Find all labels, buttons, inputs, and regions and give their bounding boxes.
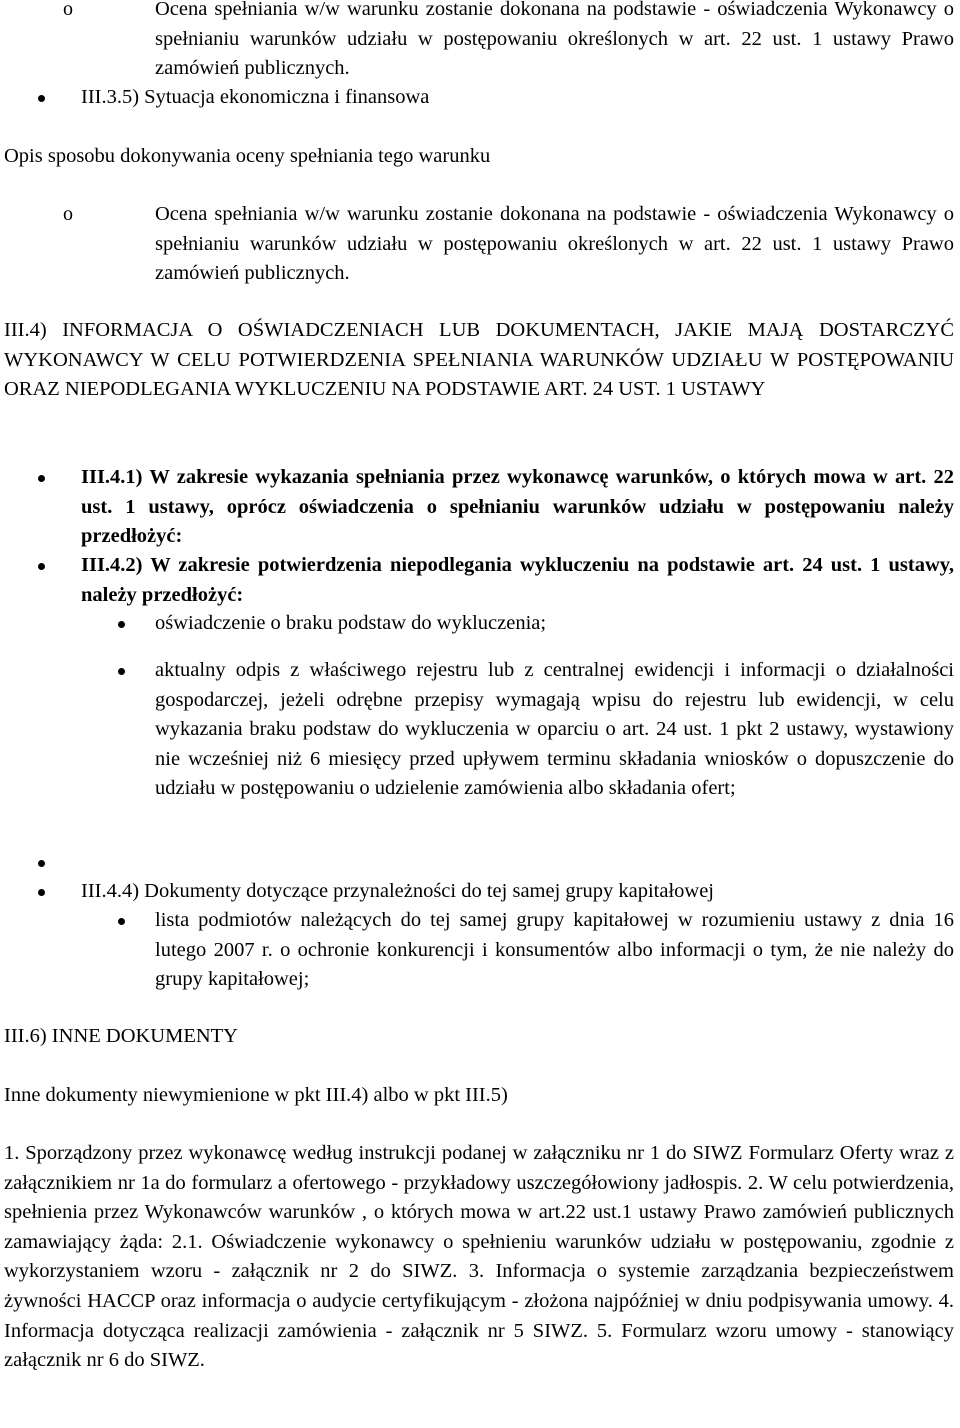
subheading-evaluation-method: Opis sposobu dokonywania oceny spełniania tego warunku <box>4 145 491 167</box>
paragraph-other-documents-intro: Inne dokumenty niewymienione w pkt III.4) albo w pkt III.5) <box>4 1084 508 1106</box>
list-item-capital-group-list: lista podmiotów należących do tej samej grupy kapitałowej w rozumieniu ustawy z dnia 16 lutego 2007 r. o ochronie konkurencji i konsumentów albo informacji o tym, że nie należy do grupy kapitałowej; <box>155 909 954 991</box>
list-bullet <box>38 551 45 581</box>
list-item-registry-extract: aktualny odpis z właściwego rejestru lub z centralnej ewidencji i informacji o działalności gospodarczej, jeżeli odrębne przepisy wymagają wpisu do rejestru lub ewidencji, w celu wykazania braku podstaw do wykluczenia w oparciu o art. 24 ust. 1 pkt 2 ustawy, wystawiony nie wcześniej niż 6 miesięcy przed upływem terminu składania wniosków o dopuszczenie do udziału w postępowaniu o udzielenie zamówienia albo składania ofert; <box>155 659 954 800</box>
list-item-statement: oświadczenie o braku podstaw do wykluczenia; <box>155 612 547 634</box>
paragraph-eval-condition: Ocena spełniania w/w warunku zostanie dokonana na podstawie - oświadczenia Wykonawcy o spełnianiu warunków udziału w postępowaniu określonych w art. 22 ust. 1 ustawy Prawo zamówień publicznych. <box>155 203 954 285</box>
list-bullet <box>38 83 45 113</box>
paragraph-other-documents-list: 1. Sporządzony przez wykonawcę według instrukcji podanej w załączniku nr 1 do SIWZ Formularz Oferty wraz z załącznikiem nr 1a do formularz a ofertowego - przykładowy uszczegółowiony jadłospis. 2. W celu potwierdzenia, spełnienia przez Wykonawców warunków , o których mowa w art.22 ust.1 ustawy Prawo zamówień publicznych zamawiający żąda: 2.1. Oświadczenie wykonawcy o spełnieniu warunków udziału w postępowaniu, zgodnie z wykorzystaniem wzoru - załącznik nr 2 do SIWZ. 3. Informacja o systemie zarządzania bezpieczeństwem żywności HACCP oraz informacja o audycie certyfikującym - złożona najpóźniej w dniu podpisywania umowy. 4. Informacja dotycząca realizacji zamówienia - załącznik nr 5 SIWZ. 5. Formularz wzoru umowy - stanowiący załącznik nr 6 do SIWZ. <box>4 1142 954 1372</box>
section-heading-economic: III.3.5) Sytuacja ekonomiczna i finansowa <box>81 86 430 108</box>
list-marker-circle: o <box>63 203 73 225</box>
subsection-heading-conditions: III.4.1) W zakresie wykazania spełniania przez wykonawcę warunków, o których mowa w art. 22 ust. 1 ustawy, oprócz oświadczenia o spełnianiu warunków udziału w postępowaniu należy przedłożyć: <box>81 466 954 548</box>
list-bullet <box>118 609 125 639</box>
list-bullet <box>118 906 125 936</box>
paragraph-eval-condition: Ocena spełniania w/w warunku zostanie dokonana na podstawie - oświadczenia Wykonawcy o spełnianiu warunków udziału w postępowaniu określonych w art. 22 ust. 1 ustawy Prawo zamówień publicznych. <box>155 0 954 80</box>
list-bullet <box>38 463 45 493</box>
section-heading-documents: III.4) INFORMACJA O OŚWIADCZENIACH LUB DOKUMENTACH, JAKIE MAJĄ DOSTARCZYĆ WYKONAWCY W CELU POTWIERDZENIA SPEŁNIANIA WARUNKÓW UDZIAŁU W POSTĘPOWANIU ORAZ NIEPODLEGANIA WYKLUCZENIU NA PODSTAWIE ART. 24 UST. 1 USTAWY <box>4 319 954 401</box>
subsection-heading-capital-group: III.4.4) Dokumenty dotyczące przynależności do tej samej grupy kapitałowej <box>81 880 714 902</box>
list-bullet-empty <box>38 848 45 878</box>
subsection-heading-exclusion: III.4.2) W zakresie potwierdzenia niepodlegania wykluczeniu na podstawie art. 24 ust. 1 ustawy, należy przedłożyć: <box>81 554 954 606</box>
list-bullet <box>118 656 125 686</box>
list-marker-circle: o <box>63 0 73 20</box>
section-heading-other-documents: III.6) INNE DOKUMENTY <box>4 1025 238 1047</box>
list-bullet <box>38 877 45 907</box>
